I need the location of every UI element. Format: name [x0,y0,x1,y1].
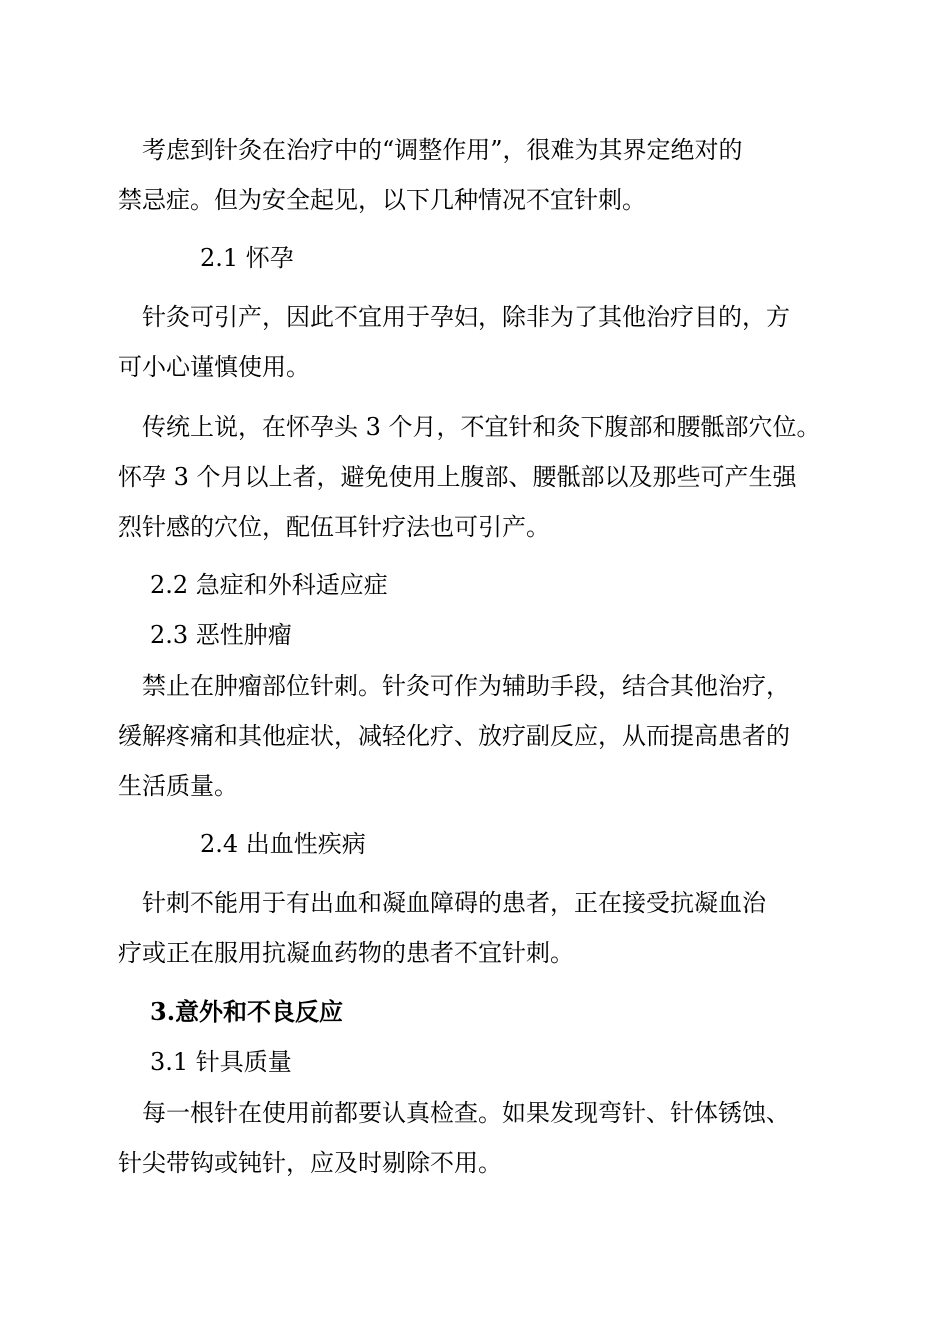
paragraph-contraindications-intro-line-1: 考虑到针灸在治疗中的“调整作用”，很难为其界定绝对的 [118,136,743,164]
section-heading-2-3: 2.3 恶性肿瘤 [150,621,292,649]
paragraph-pregnancy-line-2: 可小心谨慎使用。 [118,353,310,381]
paragraph-bleeding-line-1: 针刺不能用于有出血和凝血障碍的患者，正在接受抗凝血治 [118,889,766,917]
paragraph-pregnancy-line-1: 针灸可引产，因此不宜用于孕妇，除非为了其他治疗目的，方 [118,303,790,331]
paragraph-contraindications-intro-line-2: 禁忌症。但为安全起见，以下几种情况不宜针刺。 [118,186,646,214]
paragraph-tumor-line-2: 缓解疼痛和其他症状，减轻化疗、放疗副反应，从而提高患者的 [118,722,790,750]
paragraph-tumor-line-3: 生活质量。 [118,772,238,800]
paragraph-pregnancy-detail-line-2: 怀孕 3 个月以上者，避免使用上腹部、腰骶部以及那些可产生强 [118,463,797,491]
paragraph-tumor-line-1: 禁止在肿瘤部位针刺。针灸可作为辅助手段，结合其他治疗， [118,672,790,700]
section-heading-2-4: 2.4 出血性疾病 [200,830,366,858]
paragraph-pregnancy-detail-line-3: 烈针感的穴位，配伍耳针疗法也可引产。 [118,513,550,541]
paragraph-pregnancy-detail-line-1: 传统上说，在怀孕头 3 个月，不宜针和灸下腹部和腰骶部穴位。 [118,413,821,441]
section-heading-2-1: 2.1 怀孕 [200,244,294,272]
section-heading-2-2: 2.2 急症和外科适应症 [150,571,388,599]
section-heading-3-1: 3.1 针具质量 [150,1048,292,1076]
paragraph-needle-quality-line-1: 每一根针在使用前都要认真检查。如果发现弯针、针体锈蚀、 [118,1099,790,1127]
paragraph-needle-quality-line-2: 针尖带钩或钝针，应及时剔除不用。 [118,1149,502,1177]
paragraph-bleeding-line-2: 疗或正在服用抗凝血药物的患者不宜针刺。 [118,939,574,967]
section-heading-3: 3.意外和不良反应 [150,997,344,1026]
